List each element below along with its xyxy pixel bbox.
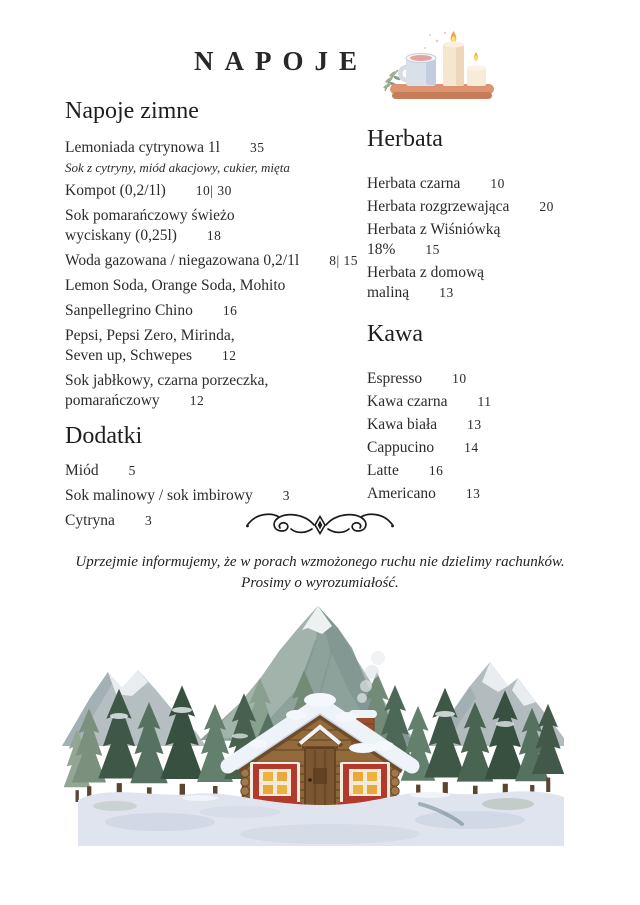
item-name: Woda gazowana / niegazowana 0,2/1l xyxy=(65,252,300,269)
menu-item xyxy=(65,371,367,411)
item-name: Sanpellegrino Chino xyxy=(65,302,193,319)
item-price: 35 xyxy=(249,140,265,155)
item-name: Seven up, Schwepes xyxy=(65,347,192,364)
menu-item xyxy=(367,197,570,217)
item-name: Miód xyxy=(65,462,99,479)
item-name: wyciskany (0,25l) xyxy=(65,227,177,244)
item-name: Americano xyxy=(367,485,436,502)
item-name: pomarańczowy xyxy=(65,392,160,409)
menu-item xyxy=(367,461,570,481)
menu-item xyxy=(367,438,570,458)
page-title: NAPOJE xyxy=(194,46,368,76)
notice-line-2: Prosimy o wyrozumiałość. xyxy=(241,575,399,591)
item-price: 11 xyxy=(477,394,492,409)
menu-item xyxy=(65,206,367,246)
item-price: 20 xyxy=(539,199,554,214)
item-price: 18 xyxy=(206,228,222,243)
menu-item xyxy=(65,138,367,176)
item-price: 3 xyxy=(282,488,290,503)
right-column xyxy=(367,124,570,536)
item-price: 15 xyxy=(425,242,440,257)
item-name: Herbata z Wiśniówką 18% xyxy=(367,221,501,258)
item-name: Kawa biała xyxy=(367,416,438,433)
menu-item xyxy=(65,486,367,506)
section-heading-cold: Napoje zimne xyxy=(65,98,199,124)
menu-item xyxy=(367,369,570,389)
item-price: 3 xyxy=(144,513,153,528)
item-price: 13 xyxy=(467,417,482,432)
item-name: Sok pomarańczowy świeżo xyxy=(65,207,235,224)
section-heading-tea: Herbata xyxy=(367,126,443,152)
menu-item xyxy=(65,251,367,271)
item-name: Pepsi, Pepsi Zero, Mirinda, xyxy=(65,327,235,344)
section-cold-drinks xyxy=(65,96,367,411)
item-name: Lemon Soda, Orange Soda, Mohito xyxy=(65,277,286,294)
item-price: 16 xyxy=(428,463,444,478)
divider xyxy=(0,512,640,538)
item-price: 13 xyxy=(439,285,454,300)
notice-text xyxy=(0,552,640,594)
menu-item xyxy=(65,276,367,296)
item-name: Cytryna xyxy=(65,512,115,529)
item-price: 8| 15 xyxy=(329,253,359,268)
section-tea xyxy=(367,124,570,303)
item-name: Sok jabłkowy, czarna porzeczka, xyxy=(65,372,269,389)
item-name: Lemoniada cytrynowa 1l xyxy=(65,139,220,156)
item-price: 12 xyxy=(189,393,205,408)
menu-item xyxy=(367,220,570,260)
menu-item xyxy=(367,263,570,303)
item-name: Espresso xyxy=(367,370,423,387)
item-name: Cappucino xyxy=(367,439,435,456)
item-price: 10| 30 xyxy=(195,183,232,198)
menu-item xyxy=(65,181,367,201)
item-name: Latte xyxy=(367,462,399,479)
item-description: Sok z cytryny, miód akacjowy, cukier, mięta xyxy=(65,160,290,175)
item-price: 10 xyxy=(490,176,505,191)
item-name: Herbata czarna xyxy=(367,175,461,192)
item-name: Herbata z domową maliną xyxy=(367,264,485,301)
flourish-ornament-icon xyxy=(245,512,395,538)
item-price: 14 xyxy=(464,440,479,455)
item-price: 12 xyxy=(222,348,237,363)
menu-item xyxy=(65,461,367,481)
menu-item xyxy=(65,301,367,321)
item-price: 5 xyxy=(128,463,136,478)
section-heading-coffee: Kawa xyxy=(367,321,423,347)
menu-item xyxy=(367,392,570,412)
section-coffee xyxy=(367,319,570,504)
menu-item xyxy=(367,174,570,194)
item-name: Kompot (0,2/1l) xyxy=(65,182,166,199)
menu-item xyxy=(367,415,570,435)
item-price: 10 xyxy=(452,371,467,386)
left-column xyxy=(65,96,367,536)
menu-item xyxy=(65,326,367,366)
item-name: Herbata rozgrzewająca xyxy=(367,198,510,215)
item-name: Sok malinowy / sok imbirowy xyxy=(65,487,253,504)
menu-item xyxy=(367,484,570,504)
item-price: 13 xyxy=(465,486,481,501)
notice-line-1: Uprzejmie informujemy, że w porach wzmożonego ruchu nie dzielimy rachunków. xyxy=(75,554,565,570)
winter-cabin-forest-illustration xyxy=(0,598,640,850)
section-heading-extras: Dodatki xyxy=(65,423,143,449)
item-price: 16 xyxy=(222,303,238,318)
menu-columns xyxy=(65,96,570,536)
item-name: Kawa czarna xyxy=(367,393,448,410)
